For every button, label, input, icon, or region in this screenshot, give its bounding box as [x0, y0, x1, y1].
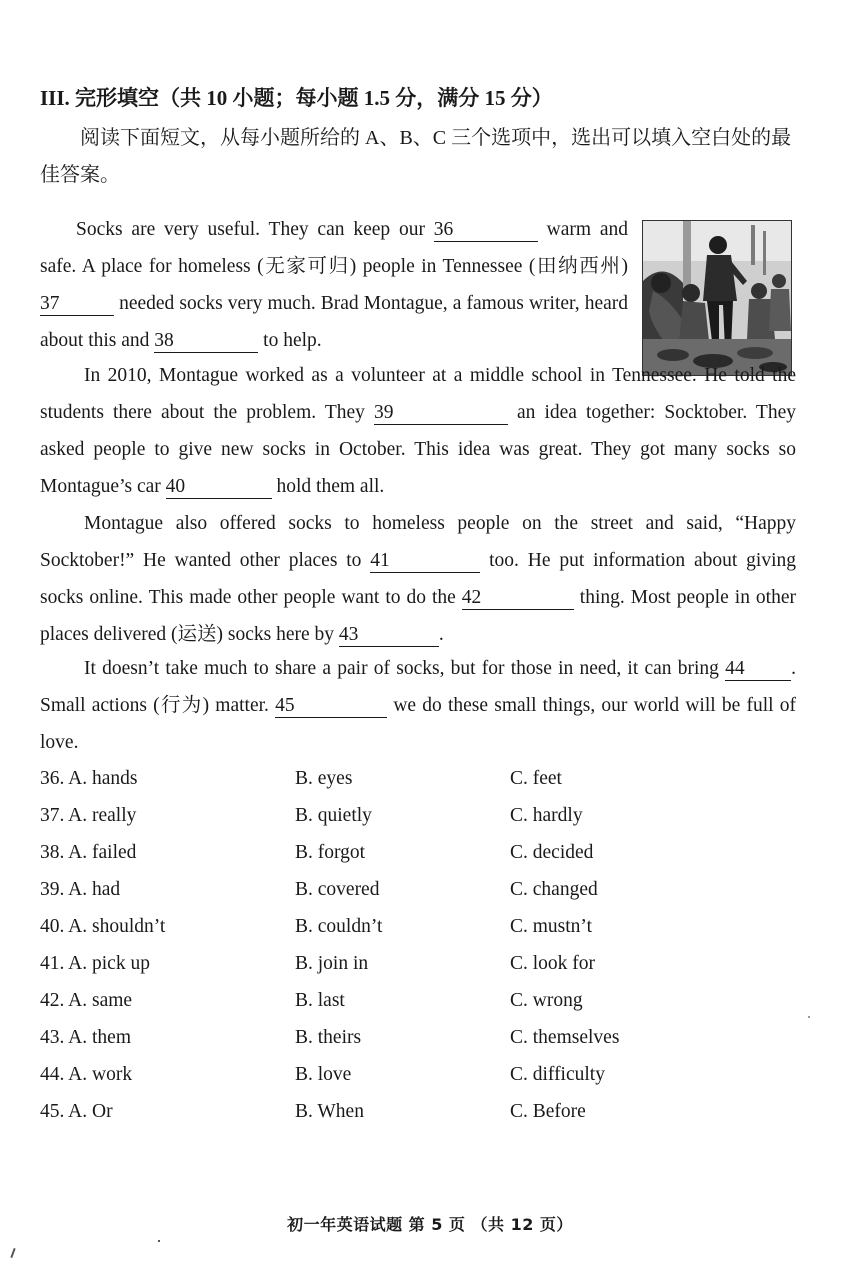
question-row-44 — [40, 1056, 800, 1093]
option-a: 39. A. had — [40, 879, 121, 900]
question-row-43 — [40, 1019, 800, 1056]
option-b: B. quietly — [295, 805, 372, 826]
option-c: C. mustn’t — [510, 916, 592, 937]
page-footer: 初一年英语试题 第 5 页 （共 12 页） — [287, 1215, 573, 1234]
passage-text: warm and safe. A place for homeless (无家可归) people in Tennessee (田纳西州) — [40, 219, 628, 277]
blank-38: 38 — [154, 330, 258, 353]
option-c: C. look for — [510, 953, 596, 974]
option-c: C. decided — [510, 842, 594, 863]
passage-text: Montague also offered socks to homeless people on the street and said, “Happy Socktober!” He wanted other places to — [40, 513, 796, 571]
question-row-38 — [40, 834, 800, 871]
blank-39: 39 — [374, 402, 508, 425]
blank-41: 41 — [370, 550, 480, 573]
passage-text: to help. — [258, 330, 322, 351]
question-row-40 — [40, 908, 800, 945]
blank-45: 45 — [275, 695, 387, 718]
option-b: B. theirs — [295, 1027, 362, 1048]
question-row-41 — [40, 945, 800, 982]
passage-text: hold them all. — [271, 476, 385, 497]
scan-speck — [10, 1248, 15, 1258]
option-c: C. Before — [510, 1101, 586, 1122]
passage-text: Socks are very useful. They can keep our — [76, 219, 434, 240]
passage-text: an idea together: Socktober. They asked people to give new socks in October. This idea was great. They got many socks so Montague’s car — [40, 402, 796, 497]
option-a: 38. A. failed — [40, 842, 137, 863]
option-b: B. When — [295, 1101, 364, 1122]
passage-text: thing. Most people in other places delivered (运送) socks here by — [40, 587, 796, 645]
option-a: 42. A. same — [40, 990, 133, 1011]
scan-speck — [808, 1016, 810, 1018]
section-title: III. 完形填空（共 10 小题；每小题 1.5 分，满分 15 分） — [40, 86, 553, 110]
volunteers-giving-socks-image — [643, 221, 791, 375]
option-a: 41. A. pick up — [40, 953, 150, 974]
section-instructions: 阅读下面短文，从每小题所给的 A、B、C 三个选项中，选出可以填入空白处的最佳答案。 — [40, 127, 792, 186]
option-a: 45. A. Or — [40, 1101, 113, 1122]
option-c: C. difficulty — [510, 1064, 605, 1085]
blank-44: 44 — [725, 658, 791, 681]
blank-43: 43 — [339, 624, 439, 647]
blank-37: 37 — [40, 293, 114, 316]
option-b: B. last — [295, 990, 345, 1011]
option-c: C. changed — [510, 879, 598, 900]
option-b: B. couldn’t — [295, 916, 383, 937]
question-row-39 — [40, 871, 800, 908]
option-a: 40. A. shouldn’t — [40, 916, 166, 937]
option-a: 44. A. work — [40, 1064, 133, 1085]
passage-paragraph-2 — [40, 357, 796, 505]
passage-text: It doesn’t take much to share a pair of socks, but for those in need, it can bring — [84, 658, 726, 679]
option-c: C. feet — [510, 768, 562, 789]
question-row-45 — [40, 1093, 800, 1130]
blank-40: 40 — [166, 476, 272, 499]
option-b: B. covered — [295, 879, 380, 900]
passage-photo — [642, 220, 792, 376]
passage-paragraph-3 — [40, 505, 796, 653]
option-b: B. eyes — [295, 768, 353, 789]
scan-speck — [158, 1240, 160, 1242]
passage-text: too. He put information about giving socks online. This made other people want to do the — [40, 550, 797, 608]
option-b: B. join in — [295, 953, 369, 974]
question-row-36 — [40, 760, 800, 797]
passage-text: needed socks very much. Brad Montague, a famous writer, heard about this and — [40, 293, 628, 351]
option-a: 43. A. them — [40, 1027, 131, 1048]
blank-36: 36 — [434, 219, 538, 242]
question-row-42 — [40, 982, 800, 1019]
option-c: C. hardly — [510, 805, 583, 826]
passage-text: . Small actions (行为) matter. — [40, 658, 796, 716]
passage-paragraph-1 — [40, 211, 628, 359]
passage-text: In 2010, Montague worked as a volunteer at a middle school in Tennessee. He told the students there about the problem. They — [40, 365, 796, 423]
option-c: C. wrong — [510, 990, 583, 1011]
passage-text: we do these small things, our world will be full of love. — [40, 695, 796, 753]
passage-text: . — [438, 624, 444, 645]
blank-42: 42 — [462, 587, 574, 610]
question-row-37 — [40, 797, 800, 834]
answer-options — [40, 760, 800, 1130]
option-a: 37. A. really — [40, 805, 137, 826]
passage-paragraph-4 — [40, 650, 796, 761]
option-b: B. love — [295, 1064, 352, 1085]
option-a: 36. A. hands — [40, 768, 138, 789]
option-c: C. themselves — [510, 1027, 620, 1048]
option-b: B. forgot — [295, 842, 366, 863]
